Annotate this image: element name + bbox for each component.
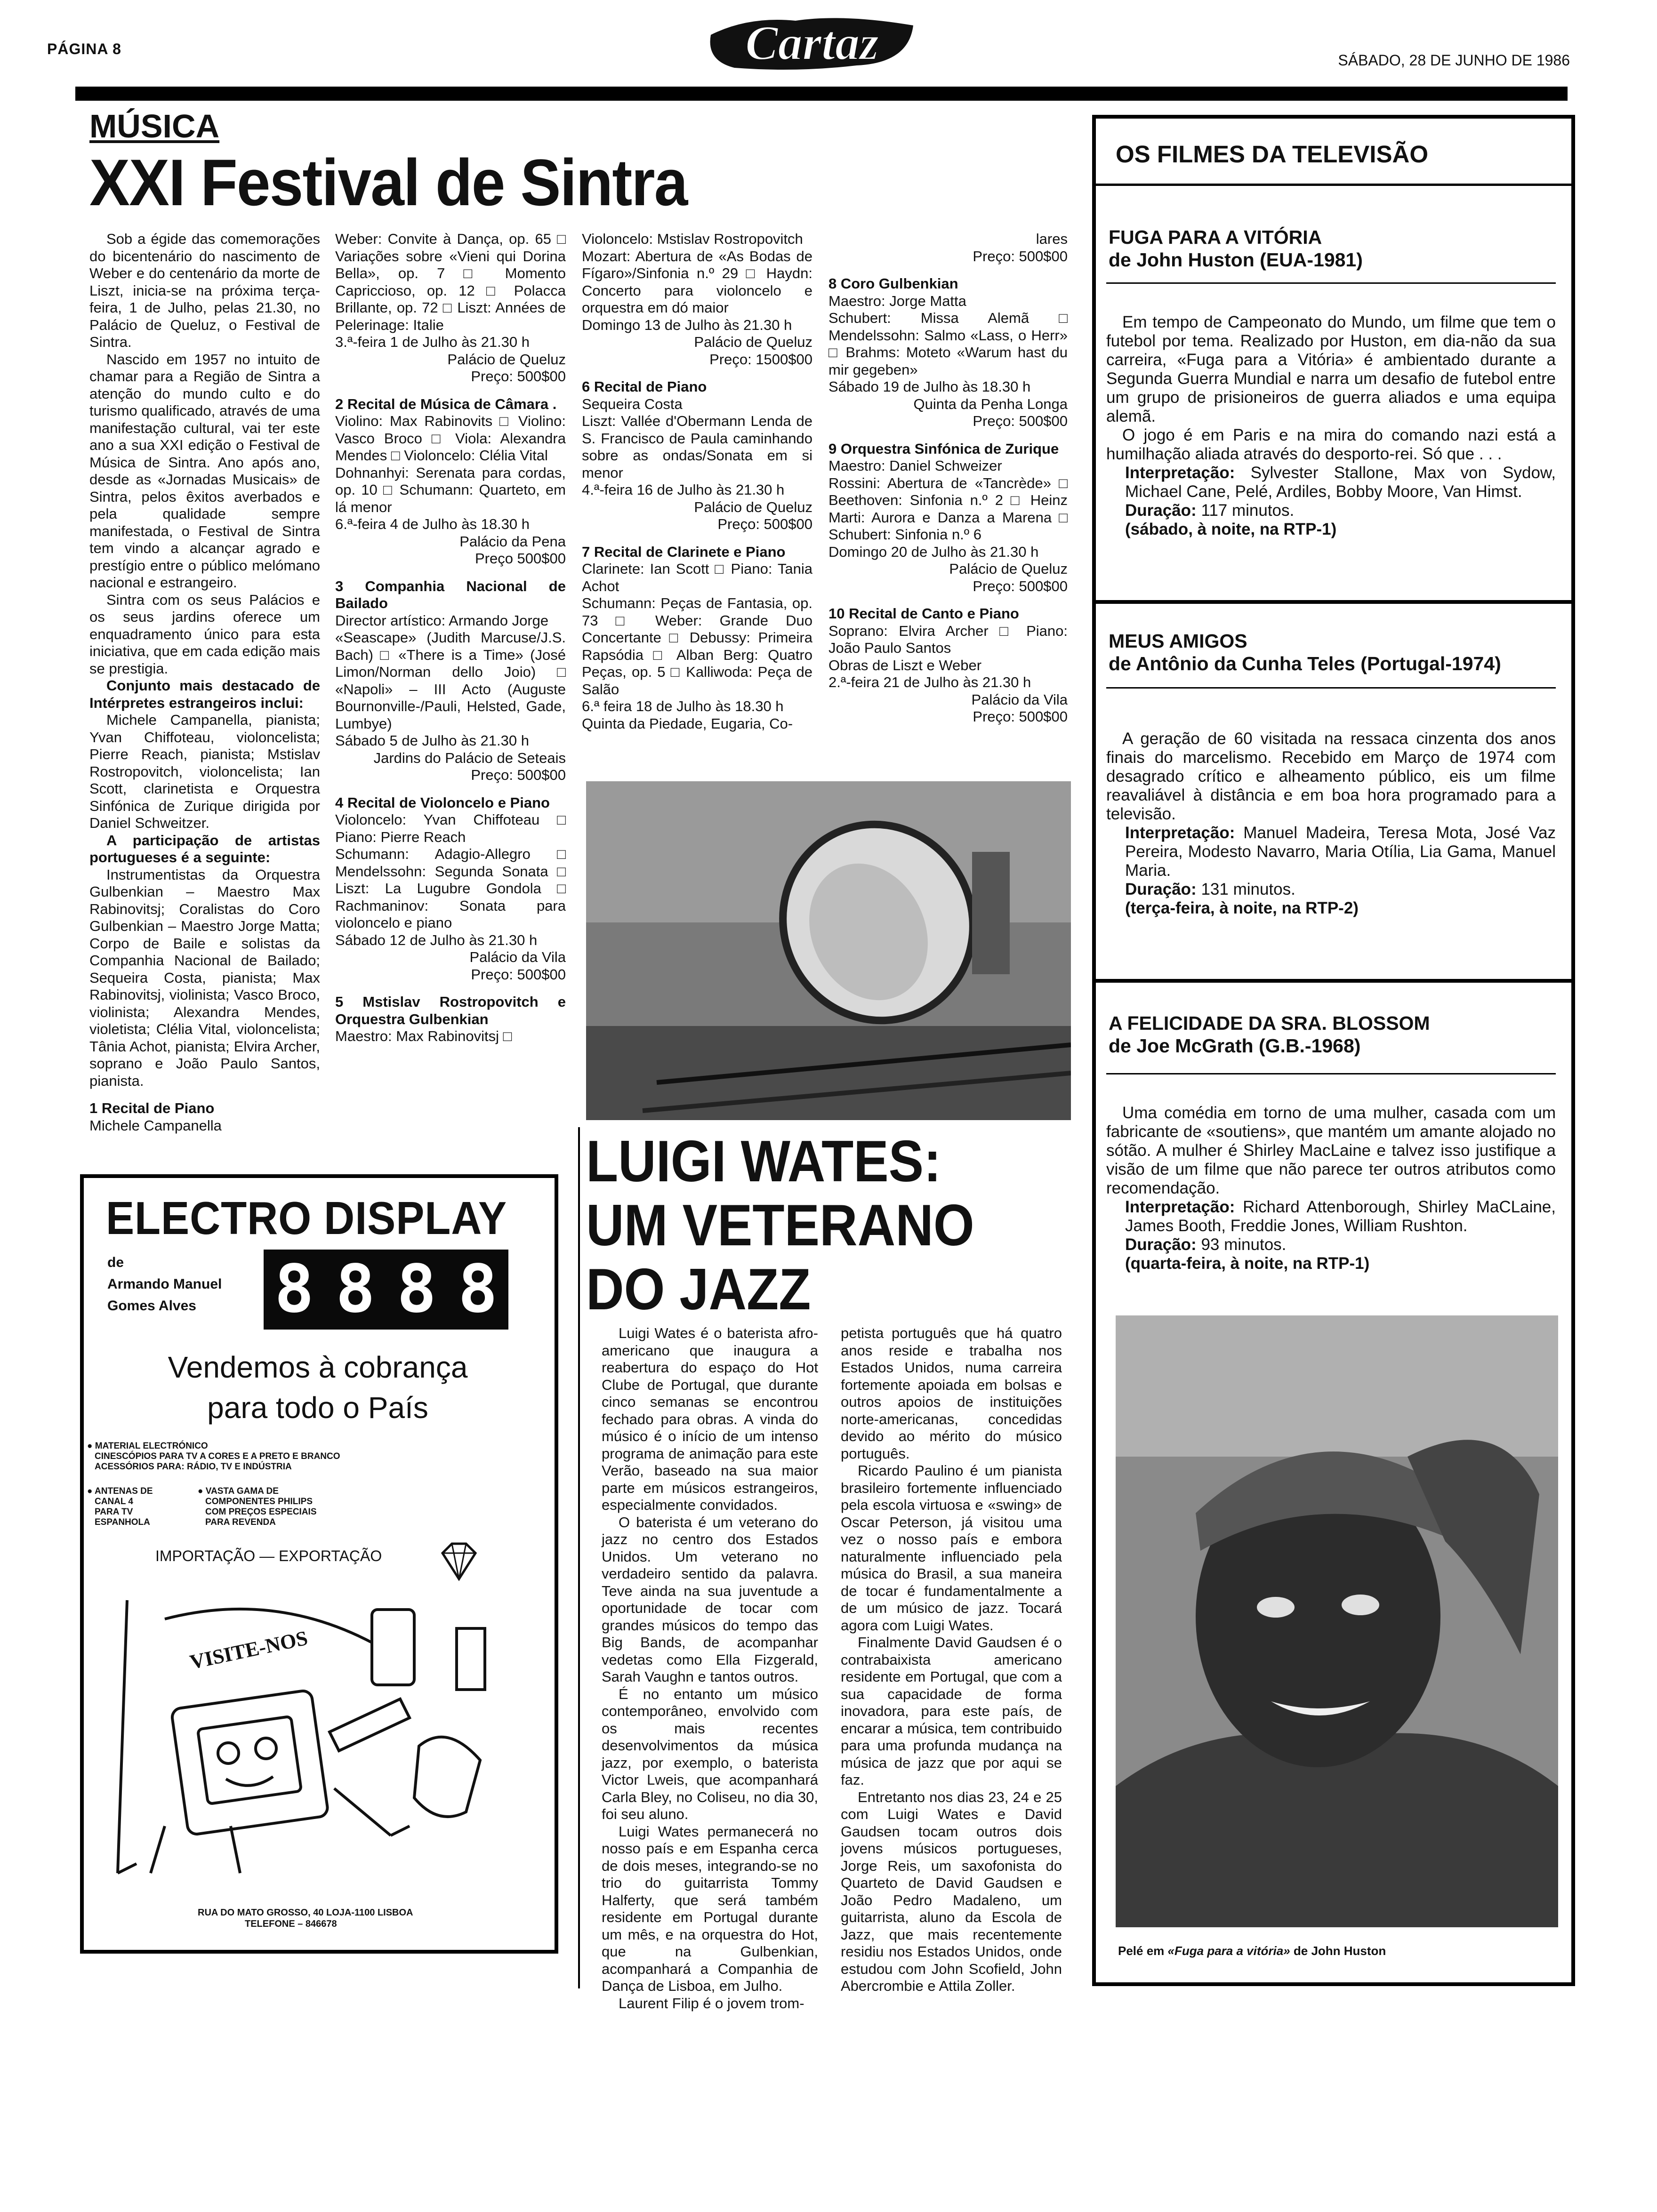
headline: XXI Festival de Sintra: [89, 145, 687, 219]
ad-phone: TELEFONE – 846678: [245, 1919, 337, 1929]
ad-visit-text: VISITE-NOS: [187, 1626, 310, 1674]
duration: 131 minutos.: [1201, 880, 1295, 898]
concert-program: Schumann: Adagio-Allegro □ Mendelssohn: Segunda Sonata □ Liszt: La Lugubre Gondola □ Rachmaninov: Sonata para violoncelo e piano: [335, 846, 566, 931]
label: Duração:: [1125, 1235, 1197, 1254]
ad-import-export: IMPORTAÇÃO — EXPORTAÇÃO: [155, 1547, 382, 1564]
paragraph: Em tempo de Campeonato do Mundo, um filme que tem o futebol por tema. Realizado por Huston, em dia-não da sua carreira, «Fuga para a Vitória» é ambientado durante a Segunda Guerra Mundial e narra um desafio de futebol entre um grupo de prisioneiros de guerra aliados e uma equipa alemã.: [1106, 313, 1556, 425]
film-divider: [1096, 600, 1571, 604]
ad-illustration: [108, 1591, 523, 1892]
concert-date: 6.ª-feira 4 de Julho às 18.30 h: [335, 516, 530, 532]
ad-author-line: Gomes Alves: [107, 1298, 196, 1314]
label: Duração:: [1125, 501, 1197, 520]
concert-venue: Palácio da Vila: [469, 949, 566, 965]
concert-heading: 2 Recital de Música de Câmara .: [335, 395, 557, 412]
paragraph: Sintra com os seus Palácios e os seus jardins oferece um enquadramento único para esta iniciativa, que em cada edição mais se prestigia.: [89, 591, 320, 677]
ad-bullet-line: PARA TV: [95, 1507, 133, 1517]
jazz-col-1: [602, 1325, 818, 2012]
seven-segment-display: [264, 1250, 508, 1330]
ad-slogan-line: Vendemos à cobrança: [168, 1350, 468, 1384]
ad-author-line: de: [107, 1255, 124, 1270]
ad-bullet-line: ACESSÓRIOS PARA: RÁDIO, TV E INDÚSTRIA: [95, 1462, 292, 1472]
concert-venue: Palácio da Vila: [971, 691, 1068, 708]
tv-film-heading: [1109, 226, 1363, 271]
concert-date: Domingo 13 de Julho às 21.30 h: [582, 316, 792, 333]
film-rule: [1106, 687, 1556, 689]
concert-venue: lares: [1036, 231, 1068, 247]
tv-film-body: [1106, 1104, 1556, 1273]
caption-film: «Fuga para a vitória»: [1167, 1944, 1290, 1958]
concert-performers: Soprano: Elvira Archer □ Piano: João Paulo Santos: [828, 622, 1068, 656]
paragraph: Michele Campanella, pianista; Yvan Chiffoteau, violoncelista; Pierre Reach, pianista; Mstislav Rostropovitch, violoncelista; Ian Scott, clarinetista e Orquestra Sinfónica de Zurique dirigida por Daniel Schweitzer.: [89, 712, 320, 831]
concert-program: «Seascape» (Judith Marcuse/J.S. Bach) □ «There is a Time» (José Limon/Norman dello Joio) □ «Napoli» – III Acto (Auguste Bournonville-/Pauli, Helsted, Gade, Lumbye): [335, 629, 566, 732]
broadcast: (quarta-feira, à noite, na RTP-1): [1125, 1254, 1370, 1273]
ad-bullet-line: PARA REVENDA: [205, 1517, 276, 1527]
paragraph: Instrumentistas da Orquestra Gulbenkian – Maestro Max Rabinovitsj; Coralistas do Coro Gulbenkian – Maestro Jorge Matta; Corpo de Baile e solistas da Companhia Nacional de Bailado; Sequeira Costa, pianista; Max Rabinovitsj, violinista; Vasco Broco, violinista; Alexandra Mendes, violetista; Clélia Vital, violoncelista; Tânia Achot, pianista; Elvira Archer, soprano e João Paulo Santos, pianista.: [89, 866, 320, 1089]
headline-line: LUIGI WATES:: [586, 1129, 941, 1194]
paragraph: Nascido em 1957 no intuito de chamar para a Região de Sintra a atenção do mundo culto e do turismo qualificado, através de uma manifestação cultural, vai ter este ano a sua XXI edição o Festival de Música de Sintra. Ano após ano, desde as «Jornadas Musicais» de Sintra, pelos êxitos averbados e pela qualidade sempre manifestada, o Festival de Sintra tem vindo a alcançar agrado e prestígio entre o público melómano nacional e estrangeiro.: [89, 351, 320, 591]
concert-venue: Palácio da Pena: [459, 533, 566, 550]
concert-price: Preço: 500$00: [973, 708, 1068, 725]
paragraph: Sob a égide das comemorações do bicentenário do nascimento de Weber e do centenário da morte de Liszt, inicia-se na próxima terça-feira, 1 de Julho, pelas 21.30, no Palácio de Queluz, o Festival de Sintra.: [89, 231, 320, 350]
subheading: Conjunto mais destacado de Intérpretes estrangeiros inclui:: [89, 677, 320, 711]
film-subtitle: de John Huston (EUA-1981): [1109, 249, 1363, 271]
subheading: A participação de artistas portugueses é a seguinte:: [89, 832, 320, 866]
concert-heading: 10 Recital de Canto e Piano: [828, 605, 1019, 622]
headline-line: DO JAZZ: [586, 1257, 811, 1322]
label: Interpretação:: [1125, 1198, 1235, 1216]
ad-author-line: Armando Manuel: [107, 1276, 222, 1292]
film-title: MEUS AMIGOS: [1109, 630, 1247, 652]
concert-venue: Jardins do Palácio de Seteais: [373, 749, 566, 766]
concert-heading: 9 Orquestra Sinfónica de Zurique: [828, 440, 1059, 457]
film-title: A FELICIDADE DA SRA. BLOSSOM: [1109, 1012, 1430, 1034]
concert-performers: Maestro: Max Rabinovitsj □: [335, 1028, 512, 1044]
concert-performers: Director artístico: Armando Jorge: [335, 612, 549, 629]
concert-performers: Violoncelo: Yvan Chiffoteau □ Piano: Pierre Reach: [335, 811, 566, 845]
headline-line: UM VETERANO: [586, 1193, 974, 1258]
concert-price: Preço: 500$00: [973, 413, 1068, 429]
concert-venue: Quinta da Penha Longa: [913, 395, 1068, 412]
paragraph: O jogo é em Paris e na mira do comando nazi está a humilhação aliada através do desporto-rei. Só que . . .: [1106, 426, 1556, 463]
jazz-col-2: [841, 1325, 1062, 1995]
paragraph: Finalmente David Gaudsen é o contrabaixista americano residente em Portugal, que com a sua capacidade de forma inovadora, para este país, de encarar a música, tem contribuido para uma profunda mudança na música de jazz que por aqui se faz.: [841, 1634, 1062, 1788]
concert-price: Preço 500$00: [475, 550, 566, 567]
concert-program: Weber: Convite à Dança, op. 65 □ Variações sobre «Vieni qui Dorina Bella», op. 7 □ Momento Capriccioso, op. 12 □ Polacca Brillante, op. 72 □ Liszt: Années de Pelerinage: Italie: [335, 231, 566, 333]
ad-bullet-line: ● ANTENAS DE: [87, 1486, 153, 1496]
duration: 93 minutos.: [1201, 1235, 1287, 1254]
cast: Richard Attenborough, Shirley MaCLaine, James Booth, Freddie Jones, William Rushton.: [1125, 1198, 1556, 1235]
concert-heading: 1 Recital de Piano: [89, 1100, 215, 1116]
ad-address: [198, 1907, 413, 1930]
jazz-headline: [586, 1130, 974, 1322]
tv-film-body: [1106, 313, 1556, 539]
paragraph: Entretanto nos dias 23, 24 e 25 com Luigi Wates e David Gaudsen tocam outros dois jovens músicos portugueses, Jorge Reis, um saxofonista do Quarteto de David Gaudsen e João Pedro Madaleno, um guitarrista, aluno da Escola de Jazz, que mais recentemente residiu nos Estados Unidos, onde estudou com John Scofield, John Abercrombie e Attila Zoller.: [841, 1788, 1062, 1994]
concert-price: Preço: 500$00: [973, 248, 1068, 264]
concert-venue: Palácio de Queluz: [694, 498, 812, 515]
ad-bullet-line: COM PREÇOS ESPECIAIS: [205, 1507, 317, 1517]
paragraph: Uma comédia em torno de uma mulher, casada com um fabricante de «soutiens», que mantém um amante alojado no sótão. A mulher é Shirley MacLaine e talvez isso justifique a visão de um filme que não parece ter outros atributos como recomendação.: [1106, 1104, 1556, 1197]
film-title: FUGA PARA A VITÓRIA: [1109, 226, 1322, 248]
caption-text: de John Huston: [1293, 1944, 1386, 1958]
paragraph: O baterista é um veterano do jazz no centro dos Estados Unidos. Um veterano no verdadeiro sentido da palavra. Teve ainda na sua juventude a oportunidade de tocar com grandes músicos do tempo das Big Bands, de acompanhar vedetas como Ella Fizgerald, Sarah Vaughn e tantos outros.: [602, 1514, 818, 1685]
drum-photo: [586, 781, 1071, 1120]
ad-title: ELECTRO DISPLAY: [106, 1192, 507, 1244]
photo-caption: [1118, 1944, 1386, 1958]
paragraph: petista português que há quatro anos reside e trabalha nos Estados Unidos, numa carreira fortemente apoiada em bolsas e outros apoios de instituições norte-americanas, concedidas devido ao mérito do músico português.: [841, 1325, 1062, 1462]
tv-film-heading: [1109, 630, 1501, 675]
concert-price: Preço: 500$00: [717, 516, 812, 532]
concert-price: Preço: 500$00: [471, 966, 566, 983]
ad-bullet-components: [198, 1486, 317, 1528]
concert-performers: Maestro: Jorge Matta: [828, 292, 966, 309]
concert-line: Michele Campanella: [89, 1117, 222, 1134]
concert-program: Schubert: Missa Alemã □ Mendelssohn: Salmo «Lass, o Herr» □ Brahms: Moteto «Warum hast du mir gegeben»: [828, 310, 1068, 378]
paragraph: A geração de 60 visitada na ressaca cinzenta dos anos finais do marcelismo. Recebido em Março de 1974 com desagrado crítico e alheamento público, eis um filme reavaliável à distância e em boa hora programado para a televisão.: [1106, 729, 1556, 823]
concert-price: Preço: 1500$00: [709, 351, 812, 368]
concert-program: Schumann: Peças de Fantasia, op. 73 □ Weber: Grande Duo Concertante □ Debussy: Primeira Rapsódia □ Alban Berg: Quatro Peças, op. 5 □ Kalliwoda: Peça de Salão: [582, 595, 812, 697]
concert-price: Preço: 500$00: [471, 767, 566, 783]
film-rule: [1106, 1073, 1556, 1074]
concert-price: Preço: 500$00: [471, 368, 566, 385]
cast: Sylvester Stallone, Max von Sydow, Michael Cane, Pelé, Ardiles, Bobby Moore, Van Himst.: [1125, 464, 1556, 501]
film-rule: [1106, 282, 1556, 284]
ad-bullet-line: ● MATERIAL ELECTRÓNICO: [87, 1441, 208, 1451]
ad-author: [107, 1252, 222, 1317]
film-divider: [1096, 979, 1571, 983]
logo-text: Cartaz: [745, 16, 879, 70]
duration: 117 minutos.: [1201, 501, 1295, 520]
tv-title-rule: [1096, 184, 1571, 186]
ad-bullet-materials: [87, 1441, 340, 1472]
ad-bullet-line: ● VASTA GAMA DE: [198, 1486, 279, 1496]
concert-heading: 6 Recital de Piano: [582, 378, 707, 395]
broadcast: (sábado, à noite, na RTP-1): [1125, 520, 1337, 538]
paragraph: Luigi Wates permanecerá no nosso país e em Espanha cerca de dois meses, integrando-se no trio do guitarrista Tommy Halferty, que será também residente em Portugal durante um mês, e na orquestra do Hot, que na Gulbenkian, acompanhará a Companhia de Dança de Lisboa, em Julho.: [602, 1823, 818, 1994]
concert-heading: 4 Recital de Violoncelo e Piano: [335, 794, 550, 811]
label: Duração:: [1125, 880, 1197, 898]
concert-program: Liszt: Vallée d'Obermann Lenda de S. Francisco de Paula caminhando sobre as ondas/Sonata em si menor: [582, 413, 812, 481]
page-date: SÁBADO, 28 DE JUNHO DE 1986: [1338, 52, 1570, 69]
section-label: MÚSICA: [89, 108, 220, 144]
paragraph: É no entanto um músico contemporâneo, envolvido com os mais recentes desenvolvimentos da música jazz, por exemplo, o baterista Victor Lweis, que acompanhará Carla Bley, no Coliseu, no dia 30, foi seu aluno.: [602, 1685, 818, 1822]
concert-program: Rossini: Abertura de «Tancrède» □ Beethoven: Sinfonia n.º 2 □ Heinz Marti: Aurora e Danza a Marena □ Schubert: Sinfonia n.º 6: [828, 474, 1068, 543]
diamond-icon: [438, 1541, 480, 1586]
display-digit: 8: [458, 1251, 498, 1328]
label: Interpretação:: [1125, 464, 1235, 482]
film-subtitle: de Joe McGrath (G.B.-1968): [1109, 1035, 1361, 1057]
broadcast: (terça-feira, à noite, na RTP-2): [1125, 899, 1359, 917]
festival-col-4: [828, 231, 1068, 726]
concert-date: 4.ª-feira 16 de Julho às 21.30 h: [582, 481, 785, 498]
paragraph: Ricardo Paulino é um pianista brasileiro fortemente influenciado pela escola virtuosa e «swing» de Oscar Peterson, já visitou uma vez o nosso país e embora naturalmente influenciado pela música do Brasil, a sua maneira de tocar é fundamentalmente a de um músico de jazz. Tocará agora com Luigi Wates.: [841, 1462, 1062, 1634]
concert-heading: 8 Coro Gulbenkian: [828, 275, 958, 292]
concert-performers: Violoncelo: Mstislav Rostropovitch: [582, 231, 803, 247]
tv-film-body: [1106, 729, 1556, 918]
top-rule: [75, 87, 1568, 101]
display-digit: 8: [335, 1251, 376, 1328]
ad-slogan-line: para todo o País: [207, 1391, 428, 1425]
ad-bullet-line: COMPONENTES PHILIPS: [205, 1497, 313, 1507]
ad-address-line: RUA DO MATO GROSSO, 40 LOJA-1100 LISBOA: [198, 1907, 413, 1918]
cast: Manuel Madeira, Teresa Mota, José Vaz Pereira, Modesto Navarro, Maria Otília, Lia Gama, Manuel Maria.: [1125, 824, 1556, 880]
label: Interpretação:: [1125, 824, 1235, 842]
concert-performers: Clarinete: Ian Scott □ Piano: Tania Achot: [582, 561, 812, 594]
ad-bullet-line: ESPANHOLA: [95, 1517, 150, 1527]
pele-photo: [1116, 1315, 1558, 1927]
concert-heading: 3 Companhia Nacional de Bailado: [335, 577, 566, 611]
concert-performers: Sequeira Costa: [582, 395, 683, 412]
concert-performers: Maestro: Daniel Schweizer: [828, 457, 1002, 474]
ad-bullet-line: CANAL 4: [95, 1497, 133, 1507]
concert-date: 6.ª feira 18 de Julho às 18.30 h: [582, 698, 784, 714]
festival-col-3: [582, 231, 812, 732]
paragraph: Laurent Filip é o jovem trom-: [619, 1995, 804, 2012]
concert-price: Preço: 500$00: [973, 577, 1068, 594]
concert-program: Obras de Liszt e Weber: [828, 657, 982, 673]
concert-date: 3.ª-feira 1 de Julho às 21.30 h: [335, 334, 530, 350]
film-subtitle: de Antônio da Cunha Teles (Portugal-1974): [1109, 653, 1501, 674]
paragraph: Luigi Wates é o baterista afro-americano que inaugura a reabertura do espaço do Hot Clube de Portugal, que durante cinco semanas se encontrou fechado para obras. A vinda do músico é o início de um intenso programa de animação para este Verão, baseado na sua maior parte em músicos estrangeiros, especialmente convidados.: [602, 1325, 818, 1513]
caption-text: Pelé em: [1118, 1944, 1165, 1958]
concert-venue: Palácio de Queluz: [949, 561, 1068, 577]
page-number: PÁGINA 8: [47, 40, 121, 57]
concert-venue: Quinta da Piedade, Eugaria, Co-: [582, 715, 793, 732]
concert-venue: Palácio de Queluz: [447, 351, 566, 368]
ad-bullet-line: CINESCÓPIOS PARA TV A CORES E A PRETO E BRANCO: [95, 1451, 340, 1461]
tv-film-heading: [1109, 1012, 1430, 1057]
concert-program: Mozart: Abertura de «As Bodas de Fígaro»/Sinfonia n.º 29 □ Haydn: Concerto para violoncelo e orquestra em dó maior: [582, 248, 812, 316]
cartaz-logo: [701, 7, 923, 77]
concert-date: Sábado 19 de Julho às 18.30 h: [828, 378, 1031, 395]
ad-slogan: [94, 1347, 541, 1428]
display-digit: 8: [396, 1251, 437, 1328]
concert-program: Dohnanhyi: Serenata para cordas, op. 10 □ Schumann: Quarteto, em lá menor: [335, 464, 566, 515]
concert-performers: Violino: Max Rabinovits □ Violino: Vasco Broco □ Viola: Alexandra Mendes □ Violoncelo: Clélia Vital: [335, 413, 566, 464]
concert-date: 2.ª-feira 21 de Julho às 21.30 h: [828, 674, 1031, 690]
concert-heading: 5 Mstislav Rostropovitch e Orquestra Gulbenkian: [335, 994, 566, 1027]
jazz-vrule: [578, 1127, 580, 1988]
concert-venue: Palácio de Queluz: [694, 334, 812, 350]
concert-date: Sábado 12 de Julho às 21.30 h: [335, 931, 538, 948]
concert-heading: 7 Recital de Clarinete e Piano: [582, 543, 786, 560]
concert-date: Domingo 20 de Julho às 21.30 h: [828, 543, 1039, 560]
festival-col-2: [335, 231, 566, 1045]
concert-date: Sábado 5 de Julho às 21.30 h: [335, 732, 529, 749]
ad-bullet-antennas: [87, 1486, 153, 1528]
tv-box-title: OS FILMES DA TELEVISÃO: [1116, 141, 1428, 168]
festival-col-1: [89, 231, 320, 1134]
display-digit: 8: [274, 1251, 314, 1328]
